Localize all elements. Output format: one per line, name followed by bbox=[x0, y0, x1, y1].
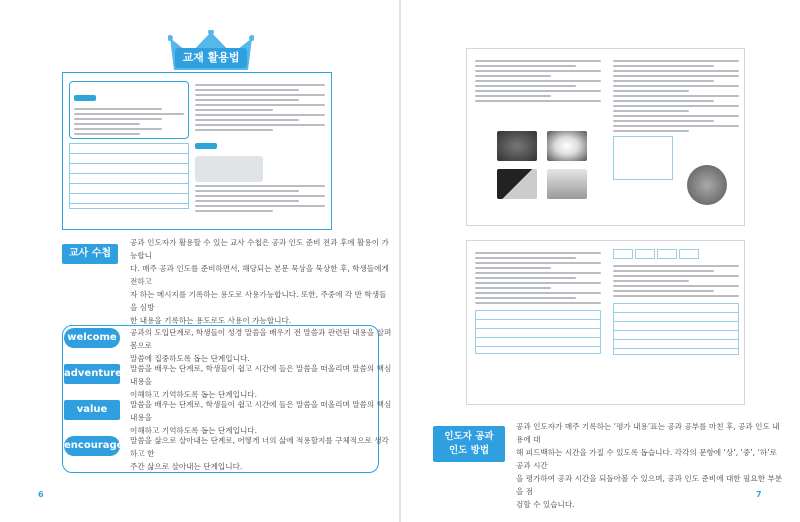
text-line: 말씀을 삶으로 살아내는 단계로, 어떻게 너의 삶에 적용할지를 구체적으로 생각하고 한 bbox=[130, 436, 389, 458]
text-line: 이해하고 기억하도록 돕는 단계입니다. bbox=[130, 390, 258, 399]
lesson-spread-thumbnail-top bbox=[466, 48, 745, 226]
step-tag-adventure: adventure bbox=[64, 364, 120, 384]
step-description-adventure bbox=[130, 362, 392, 401]
page-title: 교재 활용법 bbox=[175, 48, 247, 68]
text-line: 이해하고 기억하도록 돕는 단계입니다. bbox=[130, 426, 258, 435]
tag-line: 인도자 공과 bbox=[444, 431, 494, 442]
step-tag-value: value bbox=[64, 400, 120, 420]
tag-line: 인도 방법 bbox=[448, 445, 489, 456]
teacher-plan-thumbnail bbox=[62, 72, 332, 230]
lesson-spread-thumbnail-bottom bbox=[466, 240, 745, 405]
step-description-encourage bbox=[130, 434, 392, 473]
step-tag-welcome: welcome bbox=[64, 328, 120, 348]
center-fold bbox=[399, 0, 401, 522]
leader-method-description bbox=[516, 420, 786, 511]
text-line: 공과 인도자가 활용할 수 있는 교사 수첩은 공과 인도 준비 전과 후에 활용이 가능합니 bbox=[130, 238, 389, 260]
step-description-value bbox=[130, 398, 392, 437]
leader-method-tag bbox=[433, 426, 505, 462]
text-line: 말씀을 배우는 단계로, 학생들이 쉽고 시간에 들은 말씀을 떠올리며 말씀의 핵심 내용을 bbox=[130, 364, 392, 386]
page-number-right: 7 bbox=[756, 490, 762, 499]
text-line: 한 내용을 기록하는 용도로도 사용이 가능합니다. bbox=[130, 316, 292, 325]
text-line: 공과 인도자가 매주 기록하는 ‘평가 내용’표는 공과 공부를 마친 후, 공과 인도 내용에 대 bbox=[516, 422, 780, 444]
page-number-left: 6 bbox=[38, 490, 44, 499]
text-line: 을 평가하여 공과 시간을 되돌아볼 수 있으며, 공과 인도 준비에 대한 필요한 부분을 점 bbox=[516, 474, 783, 496]
teacher-plan-description bbox=[130, 236, 392, 327]
step-tag-encourage: encourage bbox=[64, 436, 120, 456]
text-line: 공과의 도입단계로, 학생들이 성경 말씀을 배우기 전 말씀과 관련된 내용을 살펴봄으로 bbox=[130, 328, 392, 350]
text-line: 해 피드백하는 시간을 가질 수 있도록 돕습니다. 각각의 문항에 ‘상’, ‘중’, ‘하’로 공과 시간 bbox=[516, 448, 778, 470]
teacher-plan-tag: 교사 수첩 bbox=[62, 244, 118, 264]
text-line: 말씀에 집중하도록 돕는 단계입니다. bbox=[130, 354, 250, 363]
text-line: 자 하는 메시지를 기록하는 용도로 사용가능합니다. 또한, 주중에 각 반 학생들을 심방 bbox=[130, 290, 387, 312]
text-line: 검할 수 있습니다. bbox=[516, 500, 575, 509]
text-line: 주간 삶으로 살아내는 단계입니다. bbox=[130, 462, 243, 471]
text-line: 말씀을 배우는 단계로, 학생들이 쉽고 시간에 들은 말씀을 떠올리며 말씀의 핵심 내용을 bbox=[130, 400, 392, 422]
text-line: 다. 매주 공과 인도를 준비하면서, 해당되는 본문 묵상을 묵상한 후, 학생들에게 전하고 bbox=[130, 264, 389, 286]
step-description-welcome bbox=[130, 326, 392, 365]
